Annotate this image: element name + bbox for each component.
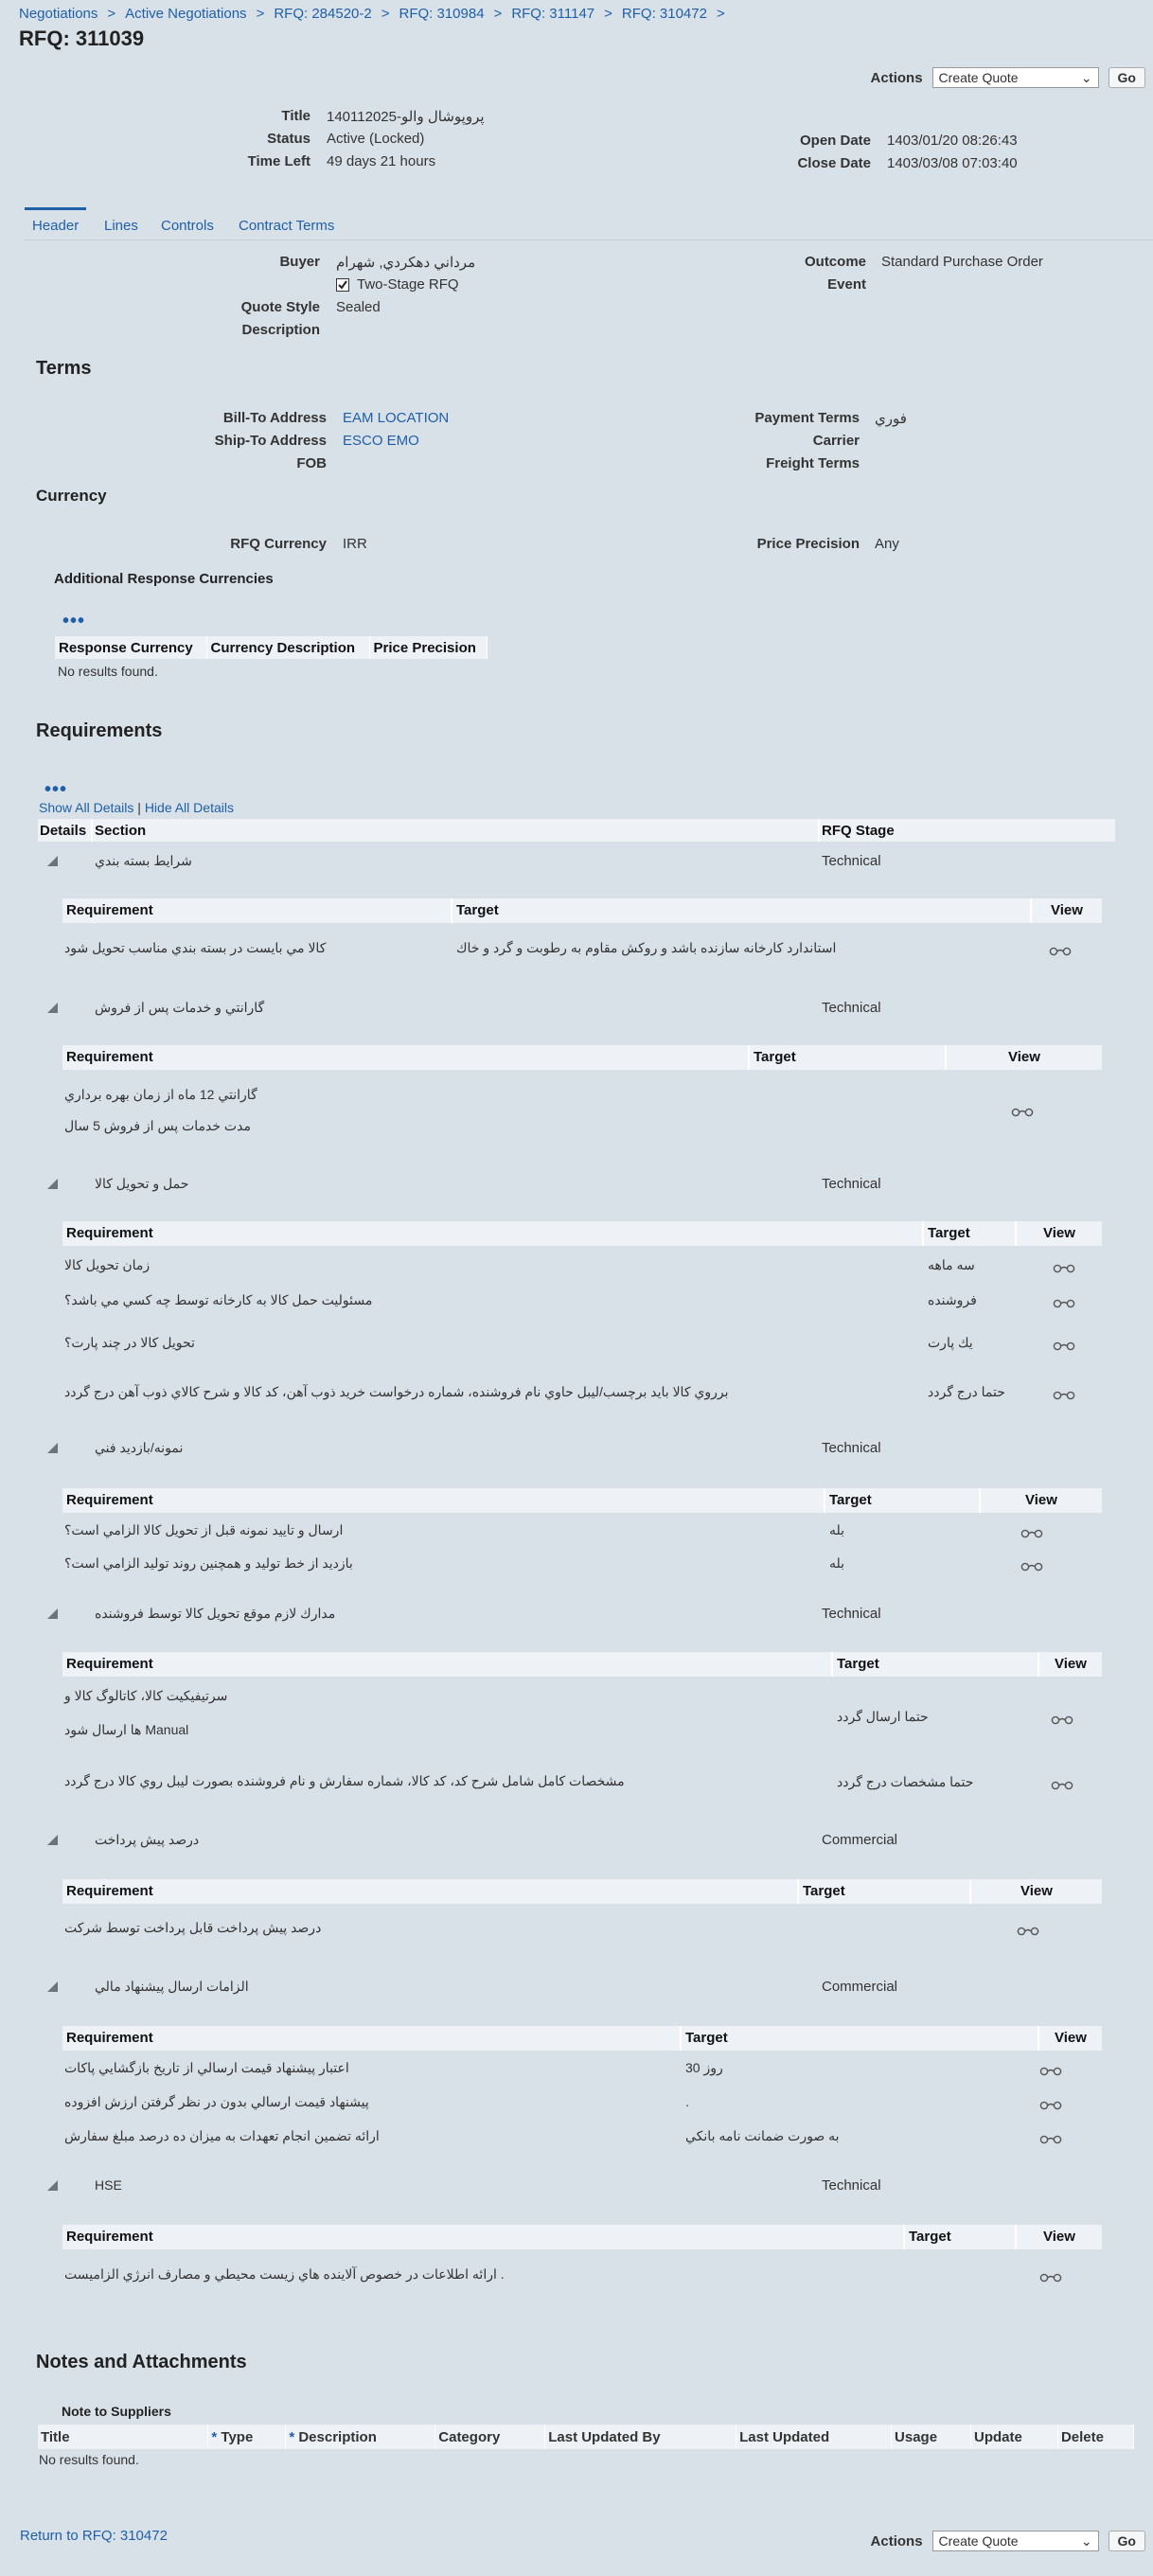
col-price-precision[interactable]: Price Precision [369, 636, 487, 659]
outcome-value: Standard Purchase Order [881, 254, 1043, 270]
subtable-header [62, 898, 1102, 923]
go-button[interactable]: Go [1109, 67, 1145, 88]
col-section[interactable]: Section [95, 823, 147, 839]
col-view[interactable]: View [1025, 1492, 1057, 1508]
section-name: مدارك لازم موقع تحويل كالا توسط فروشنده [95, 1605, 336, 1621]
collapse-triangle-icon[interactable] [47, 1003, 58, 1013]
view-details-icon[interactable] [1011, 1105, 1034, 1114]
col-last-updated-by[interactable]: Last Updated By [545, 2425, 736, 2449]
column-divider [1015, 2225, 1017, 2249]
column-divider [1038, 1652, 1039, 1677]
column-divider [1038, 2026, 1039, 2051]
col-response-currency[interactable]: Response Currency [55, 636, 206, 659]
col-target[interactable]: Target [837, 1656, 879, 1672]
breadcrumb-sep: > [604, 6, 612, 22]
link-separator: | [137, 800, 141, 815]
event-label: Event [827, 276, 866, 293]
subtable-header [62, 2225, 1102, 2249]
hide-all-details-link[interactable]: Hide All Details [144, 800, 234, 815]
requirements-table-header [38, 819, 1115, 842]
bill-to-link[interactable]: EAM LOCATION [343, 410, 450, 426]
col-usage[interactable]: Usage [892, 2425, 971, 2449]
col-target[interactable]: Target [829, 1492, 872, 1508]
requirement-section-row [38, 1436, 1115, 1459]
column-divider [979, 1488, 981, 1513]
col-target[interactable]: Target [754, 1049, 796, 1065]
requirement-text: برروي كالا بايد برچسب/ليبل حاوي نام فروشنده، شماره درخواست خريد ذوب آهن، كد كالا و شرح كالاي ذوب آهن درج گردد [64, 1384, 729, 1399]
col-delete[interactable]: Delete [1057, 2425, 1133, 2449]
requirement-section-row [38, 1975, 1115, 1998]
col-description[interactable] [286, 2425, 435, 2449]
view-details-icon[interactable] [1053, 1296, 1075, 1306]
subtable-header [62, 1221, 1102, 1246]
column-divider [818, 819, 820, 842]
col-last-updated[interactable]: Last Updated [736, 2425, 892, 2449]
col-view[interactable]: View [1043, 2229, 1075, 2245]
currency-empty: No results found. [58, 664, 158, 679]
section-name: گارانتي و خدمات پس از فروش [95, 999, 265, 1015]
go-button[interactable]: Go [1109, 2531, 1145, 2551]
requirement-text: تحويل كالا در چند پارت؟ [64, 1335, 195, 1350]
breadcrumb-rfq-310984[interactable]: RFQ: 310984 [399, 6, 485, 22]
actions-select-value: Create Quote [938, 2533, 1019, 2549]
tab-contract-terms[interactable]: Contract Terms [239, 218, 335, 234]
breadcrumb-rfq-310472[interactable]: RFQ: 310472 [621, 6, 707, 22]
col-view[interactable]: View [1051, 902, 1083, 918]
requirement-section-row [38, 849, 1115, 872]
section-name: HSE [95, 2177, 122, 2193]
requirement-text: درصد پيش پرداخت قابل پرداخت توسط شركت [64, 1920, 322, 1935]
view-details-icon[interactable] [1039, 2098, 1062, 2107]
bill-to-label: Bill-To Address [222, 410, 327, 426]
section-stage: Technical [822, 1605, 881, 1622]
requirement-section-row [38, 2174, 1115, 2196]
breadcrumb-active-negotiations[interactable]: Active Negotiations [125, 6, 247, 22]
note-to-suppliers-label: Note to Suppliers [62, 2404, 171, 2419]
col-requirement[interactable]: Requirement [66, 1049, 153, 1065]
additional-currencies-heading: Additional Response Currencies [54, 571, 274, 587]
tab-header[interactable]: Header [25, 207, 86, 240]
breadcrumb-sep: > [493, 6, 503, 22]
requirement-section-row [38, 996, 1115, 1019]
rfq-currency-value: IRR [343, 536, 367, 552]
subtable-header [62, 2026, 1102, 2051]
col-view[interactable]: View [1043, 1225, 1075, 1241]
requirement-text: مسئوليت حمل كالا به كارخانه توسط چه كسي مي باشد؟ [64, 1292, 373, 1307]
section-stage: Technical [822, 2176, 881, 2194]
ship-to-label: Ship-To Address [214, 433, 327, 449]
quote-style-label: Quote Style [240, 299, 320, 315]
col-type-label: Type [221, 2428, 254, 2445]
section-stage: Technical [822, 999, 881, 1016]
open-date-label: Open Date [799, 133, 871, 149]
actions-select[interactable] [932, 67, 1099, 88]
breadcrumb-sep: > [381, 6, 390, 22]
col-view[interactable]: View [1055, 2030, 1087, 2046]
description-label: Description [241, 322, 320, 338]
requirement-text: مشخصات كامل شامل شرح كد، كد كالا، شماره سفارش و نام فروشنده بصورت ليبل روي كالا درج گردد [64, 1773, 625, 1788]
section-stage: Commercial [822, 1978, 898, 1995]
actions-bar-top [871, 67, 1145, 88]
section-stage: Technical [822, 1175, 881, 1192]
col-update[interactable]: Update [971, 2425, 1058, 2449]
actions-select[interactable] [932, 2531, 1099, 2551]
requirement-target: 30 روز [685, 2060, 723, 2075]
view-details-icon[interactable] [1017, 1924, 1039, 1933]
actions-label: Actions [870, 69, 923, 86]
checkbox-checked-icon [336, 278, 349, 292]
requirement-target: بله [829, 1555, 845, 1571]
view-details-icon[interactable] [1049, 944, 1072, 953]
col-target[interactable]: Target [456, 902, 499, 918]
time-left-value: 49 days 21 hours [327, 153, 436, 169]
open-date-value: 1403/01/20 08:26:43 [887, 133, 1018, 149]
page-title: RFQ: 311039 [19, 27, 145, 50]
col-target[interactable]: Target [928, 1225, 970, 1241]
column-divider [451, 898, 452, 923]
requirement-target: حتما درج گردد [928, 1384, 1005, 1399]
status-value: Active (Locked) [327, 131, 425, 147]
col-requirement[interactable]: Requirement [66, 2030, 153, 2046]
subtable-header [62, 1879, 1102, 1904]
col-view[interactable]: View [1055, 1656, 1087, 1672]
rfq-currency-label: RFQ Currency [230, 536, 327, 552]
col-rfq-stage[interactable]: RFQ Stage [822, 823, 895, 839]
view-details-icon[interactable] [1053, 1388, 1075, 1397]
col-target[interactable]: Target [803, 1883, 845, 1899]
column-divider [922, 1221, 924, 1246]
required-icon: * [289, 2428, 295, 2445]
requirement-target: . [685, 2094, 689, 2109]
breadcrumb-sep: > [107, 6, 116, 22]
column-divider [797, 1879, 799, 1904]
col-details[interactable]: Details [40, 823, 87, 839]
section-name: نمونه/بازديد فني [95, 1439, 184, 1455]
subtable-header [62, 1488, 1102, 1513]
buyer-value: مرداني دهكردي, شهرام [336, 255, 476, 271]
col-target[interactable]: Target [909, 2229, 951, 2245]
requirement-text: كالا مي بايست در بسته بندي مناسب تحويل شود [64, 940, 327, 955]
attachments-empty: No results found. [39, 2452, 139, 2467]
collapse-triangle-icon[interactable] [47, 1608, 58, 1619]
requirement-text: ارسال و تاييد نمونه قبل از تحويل كالا الزامي است؟ [64, 1522, 344, 1537]
requirement-section-row [38, 1602, 1115, 1625]
section-name: حمل و تحويل كالا [95, 1175, 189, 1191]
close-date-label: Close Date [797, 155, 871, 171]
section-name: درصد پيش پرداخت [95, 1831, 200, 1847]
view-details-icon[interactable] [1051, 1713, 1073, 1722]
price-precision-label: Price Precision [756, 536, 860, 552]
tab-lines[interactable]: Lines [104, 218, 138, 234]
breadcrumb-rfq-284520-2[interactable]: RFQ: 284520-2 [274, 6, 372, 22]
col-type[interactable] [208, 2425, 286, 2449]
col-currency-description[interactable]: Currency Description [206, 636, 369, 659]
payment-terms-label: Payment Terms [754, 410, 860, 426]
requirement-section-row [38, 1172, 1115, 1195]
column-divider [831, 1652, 833, 1677]
requirement-target: فروشنده [928, 1292, 977, 1307]
actions-select-value: Create Quote [938, 70, 1019, 85]
requirement-text: پيشنهاد قيمت ارسالي بدون در نظر گرفتن ارزش افزوده [64, 2094, 369, 2109]
status-label: Status [267, 131, 310, 147]
show-all-details-link[interactable]: Show All Details [39, 800, 134, 815]
col-requirement[interactable]: Requirement [66, 1492, 153, 1508]
breadcrumb-sep: > [716, 6, 725, 22]
collapse-triangle-icon[interactable] [47, 1835, 58, 1845]
requirements-heading: Requirements [36, 720, 163, 741]
collapse-triangle-icon[interactable] [47, 1981, 58, 1992]
requirement-target: حتما ارسال گردد [837, 1709, 929, 1724]
requirement-text-line2: مدت خدمات پس از فروش 5 سال [64, 1118, 251, 1133]
two-stage-label: Two-Stage RFQ [357, 276, 459, 293]
col-requirement[interactable]: Requirement [66, 2229, 153, 2245]
tab-bar [25, 204, 1153, 240]
requirement-target: استاندارد كارخانه سازنده باشد و روكش مقاوم به رطوبت و گرد و خاك [456, 940, 837, 955]
requirement-text: بازديد از خط توليد و همچنين روند توليد الزامي است؟ [64, 1555, 353, 1571]
breadcrumb [19, 6, 735, 22]
two-stage-rfq [336, 276, 459, 293]
outcome-label: Outcome [804, 254, 866, 270]
requirement-text: ارائه اطلاعات در خصوص آلاينده هاي زيست محيطي و مصارف انرژي الزاميست . [64, 2266, 505, 2282]
col-requirement[interactable]: Requirement [66, 1883, 153, 1899]
view-details-icon[interactable] [1020, 1559, 1043, 1569]
requirement-target: حتما مشخصات درج گردد [837, 1774, 974, 1789]
column-divider [903, 2225, 905, 2249]
subtable-header [62, 1652, 1102, 1677]
requirement-section-row [38, 1828, 1115, 1851]
view-details-icon[interactable] [1039, 2132, 1062, 2141]
section-name: الزامات ارسال پيشنهاد مالي [95, 1978, 249, 1994]
section-stage: Technical [822, 1439, 881, 1456]
currency-table [55, 636, 488, 659]
payment-terms-value: فوري [875, 411, 907, 427]
requirement-text: ارائه تضمين انجام تعهدات به ميزان ده درصد مبلغ سفارش [64, 2128, 380, 2143]
title-label: Title [281, 108, 310, 124]
freight-terms-label: Freight Terms [766, 455, 860, 471]
tab-controls[interactable]: Controls [161, 218, 214, 234]
col-requirement[interactable]: Requirement [66, 1656, 153, 1672]
column-divider [748, 1045, 750, 1070]
col-requirement[interactable]: Requirement [66, 1225, 153, 1241]
col-view[interactable]: View [1008, 1049, 1040, 1065]
requirement-text: سرتيفيكيت كالا، كاتالوگ كالا و [64, 1688, 228, 1703]
col-category[interactable]: Category [435, 2425, 545, 2449]
col-title[interactable]: Title [38, 2425, 208, 2449]
column-divider [824, 1488, 825, 1513]
breadcrumb-rfq-311147[interactable]: RFQ: 311147 [511, 6, 595, 22]
col-description-label: Description [298, 2428, 377, 2445]
price-precision-value: Any [875, 536, 899, 552]
close-date-value: 1403/03/08 07:03:40 [887, 155, 1018, 171]
carrier-label: Carrier [812, 433, 860, 449]
return-link[interactable]: Return to RFQ: 310472 [20, 2528, 168, 2544]
title-value: پروپوشال والو-140112025 [327, 109, 485, 125]
currency-heading: Currency [36, 487, 107, 505]
fob-label: FOB [296, 455, 327, 471]
requirement-target: سه ماهه [928, 1257, 975, 1272]
collapse-triangle-icon[interactable] [47, 1443, 58, 1453]
breadcrumb-sep: > [256, 6, 265, 22]
requirement-text-line2: ها ارسال شود Manual [64, 1722, 189, 1737]
time-left-label: Time Left [247, 153, 310, 169]
col-view[interactable]: View [1020, 1883, 1053, 1899]
quote-style-value: Sealed [336, 299, 381, 315]
requirement-text: گارانتي 12 ماه از زمان بهره برداري [64, 1087, 257, 1102]
requirement-text: زمان تحويل كالا [64, 1257, 151, 1272]
collapse-triangle-icon[interactable] [47, 2180, 58, 2191]
requirement-target: به صورت ضمانت نامه بانكي [685, 2128, 840, 2143]
requirement-target: يك پارت [928, 1335, 973, 1350]
section-stage: Technical [822, 852, 881, 869]
section-stage: Commercial [822, 1831, 898, 1848]
column-divider [680, 2026, 682, 2051]
view-details-icon[interactable] [1039, 2270, 1062, 2280]
requirement-target: بله [829, 1522, 845, 1537]
notes-heading: Notes and Attachments [36, 2352, 247, 2372]
section-name: شرايط بسته بندي [95, 852, 192, 868]
view-details-icon[interactable] [1039, 2064, 1062, 2073]
ship-to-link[interactable]: ESCO EMO [343, 433, 419, 449]
show-hide-links [39, 800, 234, 815]
collapse-triangle-icon[interactable] [47, 1179, 58, 1189]
view-details-icon[interactable] [1053, 1261, 1075, 1270]
column-divider [91, 819, 93, 842]
col-requirement[interactable]: Requirement [66, 902, 153, 918]
actions-label: Actions [870, 2532, 923, 2549]
chevron-down-icon: ⌄ [1080, 69, 1092, 85]
more-actions-icon[interactable]: ••• [62, 611, 86, 631]
view-details-icon[interactable] [1053, 1339, 1075, 1348]
view-details-icon[interactable] [1020, 1526, 1043, 1536]
column-divider [945, 1045, 947, 1070]
terms-heading: Terms [36, 358, 92, 379]
view-details-icon[interactable] [1051, 1778, 1073, 1787]
collapse-triangle-icon[interactable] [47, 856, 58, 866]
chevron-down-icon: ⌄ [1080, 2532, 1092, 2549]
column-divider [969, 1879, 971, 1904]
actions-bar-bottom [871, 2531, 1145, 2551]
requirement-text: اعتبار پيشنهاد قيمت ارسالي از تاريخ بازگشايي پاكات [64, 2060, 349, 2075]
col-target[interactable]: Target [685, 2030, 728, 2046]
attachments-table [38, 2425, 1134, 2449]
buyer-label: Buyer [279, 254, 320, 270]
column-divider [1030, 898, 1032, 923]
required-icon: * [211, 2428, 218, 2445]
more-actions-icon[interactable]: ••• [44, 779, 68, 800]
subtable-header [62, 1045, 1102, 1070]
column-divider [1015, 1221, 1017, 1246]
breadcrumb-negotiations[interactable]: Negotiations [19, 6, 98, 22]
